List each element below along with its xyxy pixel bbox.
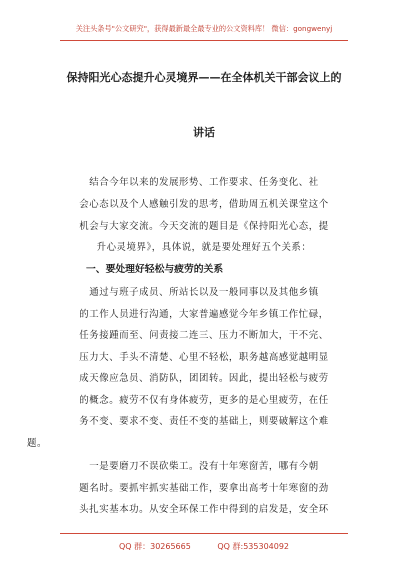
body-line: 一是要磨刀不误砍柴工。没有十年寒窗苦，哪有今朝 bbox=[89, 461, 319, 472]
body-line: 的工作人员进行沟通，大家普遍感觉今年乡镇工作忙碌， bbox=[79, 309, 329, 320]
body-line: 升心灵境界》，具体说，就是要处理好五个关系： bbox=[96, 242, 312, 253]
body-line: 务不变、要求不变、责任不变的基础上，则要破解这个难 bbox=[79, 416, 329, 427]
body-line: 任务接踵而至、问责接二连三、压力不断加大，干不完、 bbox=[79, 330, 329, 341]
footer-divider bbox=[60, 533, 348, 534]
body-line: 的概念。疲劳不仅有身体疲劳，更多的是心里疲劳，在任 bbox=[79, 395, 329, 406]
header-banner: 关注头条号"公文研究"，获得最新最全最专业的公文资料库！ 微信：gongwenyj bbox=[75, 24, 333, 33]
body-line: 成天像应急员、消防队，团团转。因此，提出轻松与疲劳 bbox=[79, 373, 329, 384]
document-subtitle: 讲话 bbox=[193, 126, 215, 139]
header-divider bbox=[60, 40, 348, 41]
body-line: 头扎实基本功。从安全环保工作中得到的启发是，安全环 bbox=[79, 504, 329, 515]
body-line: 结合今年以来的发展形势、工作要求、任务变化、社 bbox=[89, 177, 319, 188]
body-line: 题名时。要抓牢抓实基础工作，要拿出高考十年寒窗的劲 bbox=[79, 483, 329, 494]
footer bbox=[0, 541, 408, 552]
body-line: 通过与班子成员、所站长以及一般同事以及其他乡镇 bbox=[89, 287, 319, 298]
body-line: 机会与大家交流。今天交流的题目是《保持阳光心态，提 bbox=[79, 221, 329, 232]
body-line: 压力大、手头不清楚、心里不轻松，职务越高感觉越明显 bbox=[79, 352, 329, 363]
document-title: 保持阳光心态提升心灵境界——在全体机关干部会议上的 bbox=[66, 71, 342, 84]
footer-qq-group-2: QQ 群:535304092 bbox=[217, 542, 290, 551]
body-line: 会心态以及个人感触引发的思考，借助周五机关课堂这个 bbox=[79, 199, 329, 210]
footer-qq-group-1: QQ 群：30265665 bbox=[118, 542, 191, 551]
body-line: 题。 bbox=[27, 438, 47, 449]
section-heading: 一、要处理好轻松与疲劳的关系 bbox=[86, 264, 224, 275]
